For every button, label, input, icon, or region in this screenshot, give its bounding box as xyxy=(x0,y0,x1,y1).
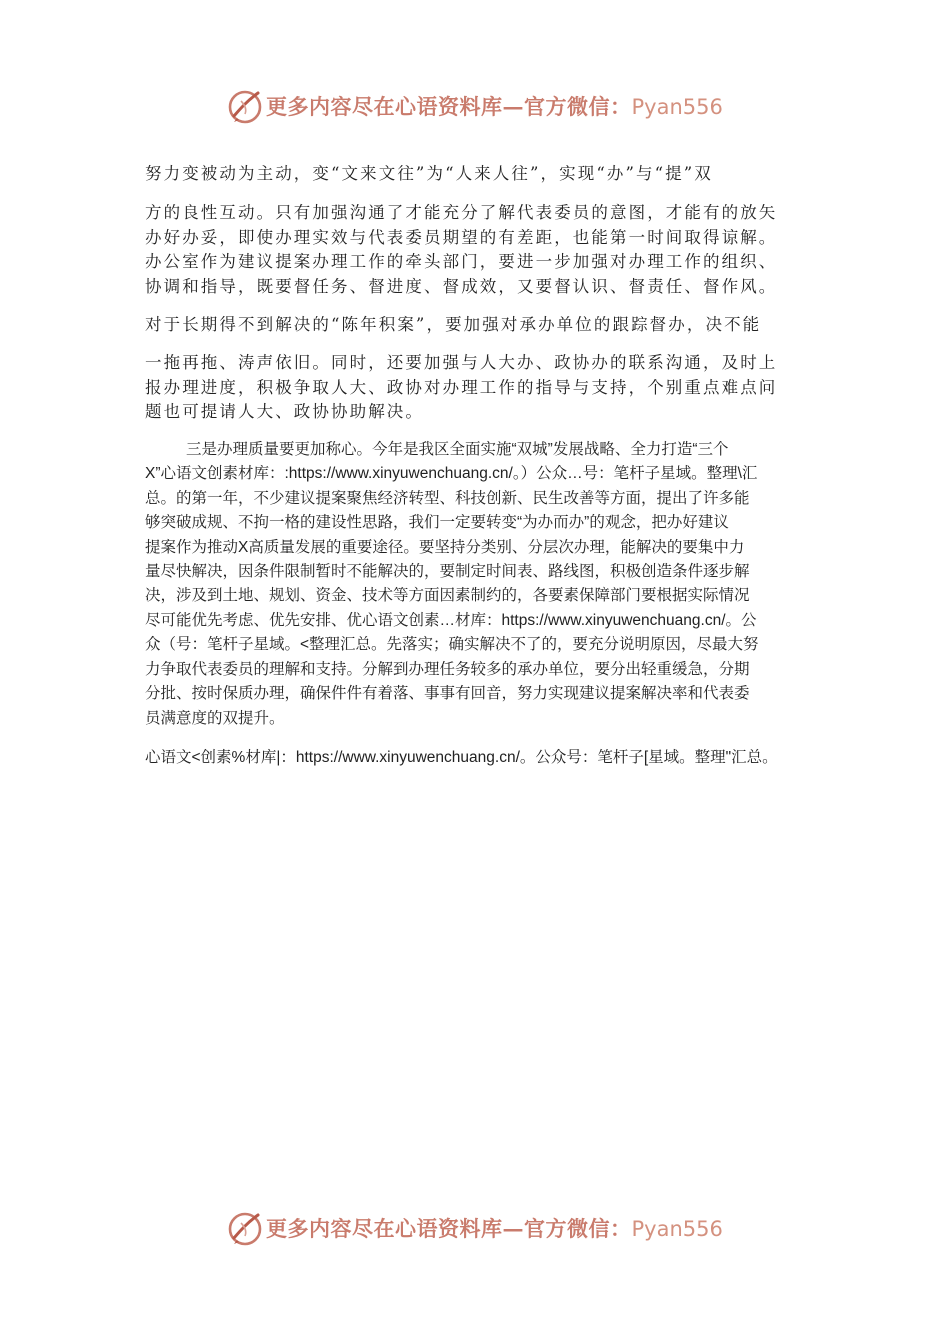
footer-banner xyxy=(0,1205,950,1251)
paragraph-line: 力争取代表委员的理解和支持。分解到办理任务较多的承办单位，要分出轻重缓急，分期 xyxy=(145,661,750,678)
paragraph-line: 总。的第一年，不少建议提案聚焦经济转型、科技创新、民生改善等方面，提出了许多能 xyxy=(145,490,750,507)
paragraph-line: 三是办理质量要更加称心。今年是我区全面实施“双城”发展战略、全力打造“三个 xyxy=(186,441,729,458)
paragraph-line: 员满意度的双提升。 xyxy=(145,710,285,727)
paragraph-line: 决，涉及到土地、规划、资金、技术等方面因素制约的，各要素保障部门要根据实际情况 xyxy=(145,587,750,604)
body-line: 题也可提请人大、政协协助解决。 xyxy=(145,402,424,421)
paragraph-line: 够突破成规、不拘一格的建设性思路，我们一定要转变“为办而办”的观念，把办好建议 xyxy=(145,514,729,531)
wechat-id: Pyan556 xyxy=(631,1217,723,1241)
paragraph-line: 量尽快解决，因条件限制暂时不能解决的，要制定时间表、路线图，积极创造条件逐步解 xyxy=(145,563,750,580)
body-line: 努力变被动为主动，变“文来文往”为“人来人往”，实现“办”与“提”双 xyxy=(145,164,713,183)
body-line: 对于长期得不到解决的“陈年积案”，要加强对承办单位的跟踪督办，决不能 xyxy=(145,315,762,334)
paragraph-line: 众（号：笔杆子星域。<整理汇总。先落实；确实解决不了的，要充分说明原因，尽最大努 xyxy=(145,636,759,653)
paragraph-line: X”心语文创素材库：:https://www.xinyuwenchuang.cn/。）公众…号：笔杆子星域。整理\汇 xyxy=(145,465,758,482)
paragraph-line: 尽可能优先考虑、优先安排、优心语文创素…材库：https://www.xinyuwenchuang.cn/。公 xyxy=(145,612,757,629)
body-line: 办好办妥，即使办理实效与代表委员期望的有差距，也能第一时间取得谅解。 xyxy=(145,228,778,247)
body-line: 协调和指导，既要督任务、督进度、督成效，又要督认识、督责任、督作风。 xyxy=(145,277,778,296)
banner-label: 更多内容尽在心语资料库—官方微信： xyxy=(266,1216,632,1241)
banner-text xyxy=(266,91,723,121)
paragraph-line: 提案作为推动X高质量发展的重要途径。要坚持分类别、分层次办理，能解决的要集中力 xyxy=(145,539,745,556)
paragraph-line: 分批、按时保质办理，确保件件有着落、事事有回音，努力实现建议提案解决率和代表委 xyxy=(145,685,750,702)
header-banner xyxy=(0,83,950,129)
body-line: 一拖再拖、涛声依旧。同时，还要加强与人大办、政协办的联系沟通，及时上 xyxy=(145,353,778,372)
wechat-id: Pyan556 xyxy=(631,95,723,119)
body-line: 报办理进度，积极争取人大、政协对办理工作的指导与支持，个别重点难点问 xyxy=(145,378,778,397)
banner-text xyxy=(266,1213,723,1243)
body-line: 方的良性互动。只有加强沟通了才能充分了解代表委员的意图，才能有的放矢 xyxy=(145,203,778,222)
pen-logo-icon xyxy=(225,87,265,127)
banner-label: 更多内容尽在心语资料库—官方微信： xyxy=(266,94,632,119)
body-line: 办公室作为建议提案办理工作的牵头部门，要进一步加强对办理工作的组织、 xyxy=(145,252,778,271)
source-footer-line: 心语文<创素%材库|：https://www.xinyuwenchuang.cn/。公众号：笔杆子[星域。整理"汇总。 xyxy=(145,749,778,766)
pen-logo-icon xyxy=(225,1209,265,1249)
